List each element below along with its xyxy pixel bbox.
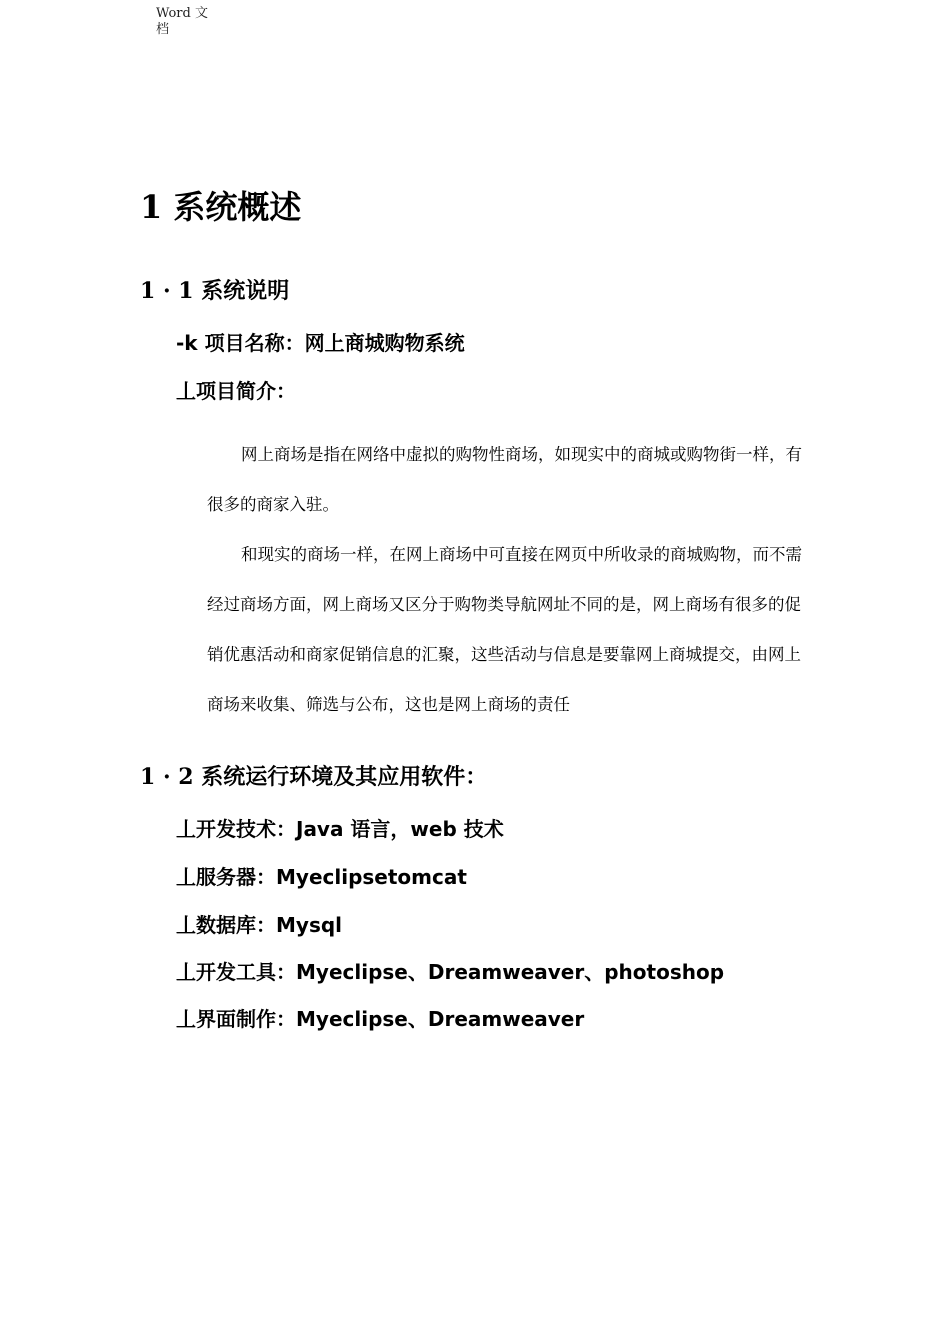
project-intro-label: 丄项目简介： — [176, 379, 296, 403]
section-1-1-heading: 1 · 1 系统说明 — [140, 278, 290, 305]
list-item-database: 丄数据库：Mysql — [176, 913, 343, 937]
section-1-2-heading: 1 · 2 系统运行环境及其应用软件： — [140, 764, 488, 791]
intro-paragraph: 和现实的商场一样，在网上商场中可直接在网页中所收录的商城购物，而不需经过商场方面，网上商场又区分于购物类导航网址不同的是，网上商场有很多的促销优惠活动和商家促销信息的汇聚，这些活动与信息是要靠网上商城提交，由网上商场来收集、筛选与公布，这也是网上商场的责任 — [207, 544, 802, 714]
intro-paragraph: 网上商场是指在网络中虚拟的购物性商场，如现实中的商城或购物街一样，有很多的商家入驻。 — [207, 444, 802, 514]
list-item-ui-design: 丄界面制作：Myeclipse、Dreamweaver — [176, 1007, 585, 1031]
document-header-label: Word 文档 — [156, 6, 208, 37]
list-item-dev-technology: 丄开发技术：Java 语言，web 技术 — [176, 817, 504, 841]
section-1-heading: 1 系统概述 — [140, 188, 302, 227]
list-item-server: 丄服务器：Myeclipsetomcat — [176, 865, 467, 889]
list-item-dev-tools: 丄开发工具：Myeclipse、Dreamweaver、photoshop — [176, 960, 725, 984]
project-name-line: -k 项目名称：网上商城购物系统 — [176, 331, 465, 355]
